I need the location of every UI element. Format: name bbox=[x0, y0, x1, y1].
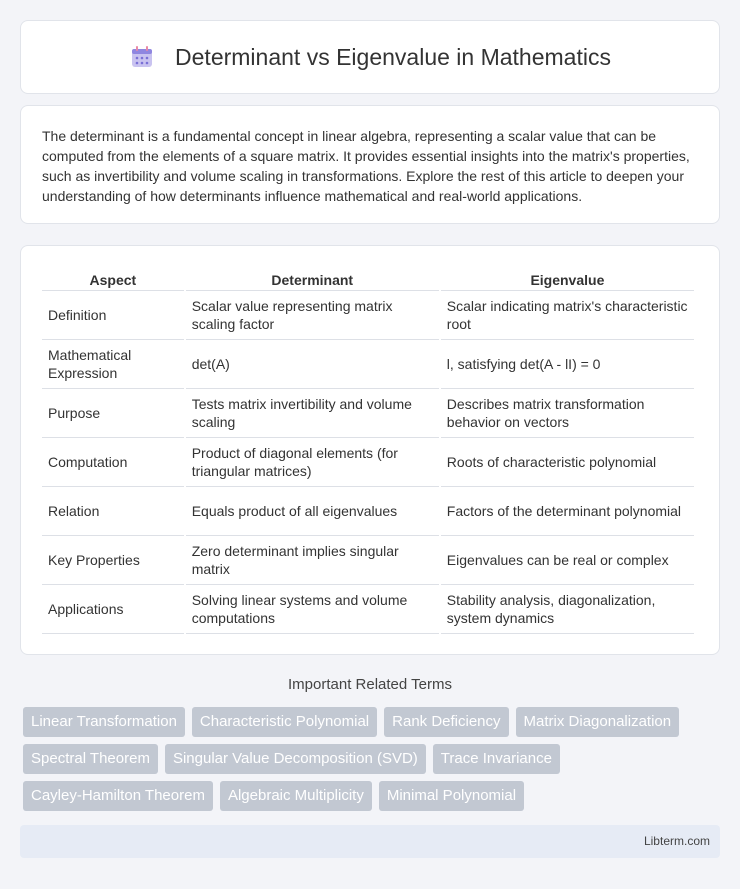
cell-eigenvalue: Scalar indicating matrix's characteristic root bbox=[441, 291, 694, 340]
related-term-tag[interactable]: Algebraic Multiplicity bbox=[220, 781, 372, 811]
table-header-row bbox=[42, 266, 694, 291]
related-term-tag[interactable]: Spectral Theorem bbox=[23, 744, 158, 774]
calendar-icon bbox=[129, 44, 155, 70]
cell-aspect: Definition bbox=[42, 291, 184, 340]
comparison-table-card bbox=[20, 245, 720, 655]
footer-site-link[interactable]: Libterm.com bbox=[643, 834, 710, 848]
cell-determinant: Zero determinant implies singular matrix bbox=[186, 536, 439, 585]
related-term-tag[interactable]: Matrix Diagonalization bbox=[516, 707, 680, 737]
related-terms-list bbox=[23, 707, 723, 811]
cell-determinant: Solving linear systems and volume computations bbox=[186, 585, 439, 634]
cell-determinant: Product of diagonal elements (for triangular matrices) bbox=[186, 438, 439, 487]
related-term-tag[interactable]: Rank Deficiency bbox=[384, 707, 508, 737]
related-term-tag[interactable]: Linear Transformation bbox=[23, 707, 185, 737]
cell-determinant: Equals product of all eigenvalues bbox=[186, 487, 439, 536]
intro-card bbox=[20, 105, 720, 224]
header-card bbox=[20, 20, 720, 94]
cell-aspect: Relation bbox=[42, 487, 184, 536]
table-row bbox=[42, 291, 694, 340]
header-eigenvalue: Eigenvalue bbox=[441, 266, 694, 291]
cell-determinant: Tests matrix invertibility and volume scaling bbox=[186, 389, 439, 438]
cell-aspect: Key Properties bbox=[42, 536, 184, 585]
related-term-tag[interactable]: Trace Invariance bbox=[433, 744, 560, 774]
cell-eigenvalue: Eigenvalues can be real or complex bbox=[441, 536, 694, 585]
comparison-table bbox=[40, 266, 696, 634]
cell-determinant: Scalar value representing matrix scaling factor bbox=[186, 291, 439, 340]
related-term-tag[interactable]: Cayley-Hamilton Theorem bbox=[23, 781, 213, 811]
related-term-tag[interactable]: Singular Value Decomposition (SVD) bbox=[165, 744, 426, 774]
cell-eigenvalue: Roots of characteristic polynomial bbox=[441, 438, 694, 487]
table-row bbox=[42, 340, 694, 389]
footer bbox=[20, 825, 720, 858]
page-title: Determinant vs Eigenvalue in Mathematics bbox=[175, 43, 611, 70]
related-term-tag[interactable]: Characteristic Polynomial bbox=[192, 707, 377, 737]
table-row bbox=[42, 585, 694, 634]
header-aspect: Aspect bbox=[42, 266, 184, 291]
cell-aspect: Purpose bbox=[42, 389, 184, 438]
cell-eigenvalue: Stability analysis, diagonalization, system dynamics bbox=[441, 585, 694, 634]
header-determinant: Determinant bbox=[186, 266, 439, 291]
cell-aspect: Applications bbox=[42, 585, 184, 634]
cell-determinant: det(A) bbox=[186, 340, 439, 389]
related-terms-title: Important Related Terms bbox=[288, 676, 452, 693]
cell-aspect: Computation bbox=[42, 438, 184, 487]
table-row bbox=[42, 389, 694, 438]
related-term-tag[interactable]: Minimal Polynomial bbox=[379, 781, 524, 811]
cell-eigenvalue: Describes matrix transformation behavior on vectors bbox=[441, 389, 694, 438]
table-row bbox=[42, 536, 694, 585]
table-row bbox=[42, 438, 694, 487]
cell-eigenvalue: Factors of the determinant polynomial bbox=[441, 487, 694, 536]
cell-eigenvalue: l, satisfying det(A - lI) = 0 bbox=[441, 340, 694, 389]
cell-aspect: Mathematical Expression bbox=[42, 340, 184, 389]
intro-text: The determinant is a fundamental concept in linear algebra, representing a scalar value that can be computed from the elements of a square matrix. It provides essential insights into the matrix's properties, such as invertibility and volume scaling in transformations. Explore the rest of this article to deepen your understanding of how determinants influence mathematical and real-world applications. bbox=[42, 128, 690, 204]
table-row bbox=[42, 487, 694, 536]
